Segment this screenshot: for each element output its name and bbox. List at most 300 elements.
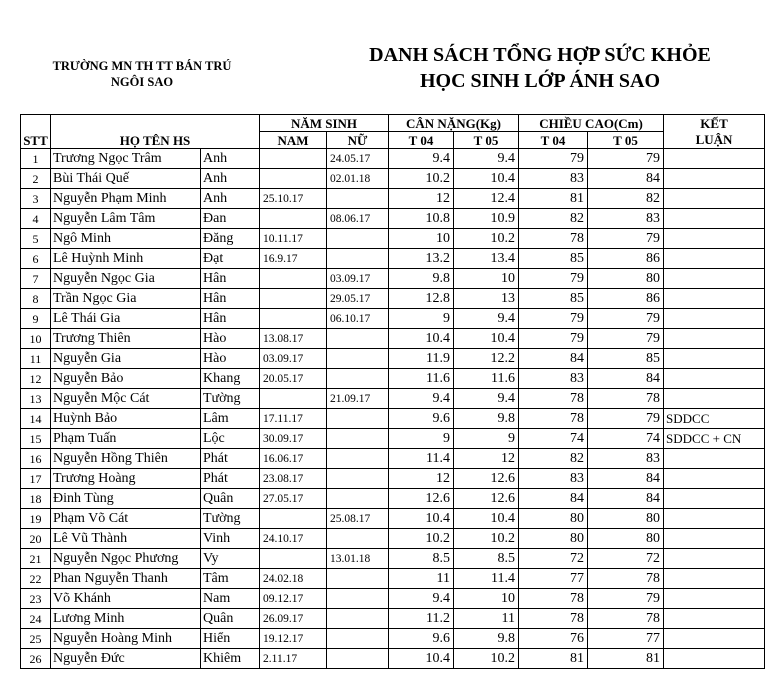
cell-weight-t04: 10.4 — [389, 329, 454, 349]
cell-height-t04: 81 — [519, 649, 588, 669]
cell-height-t04: 78 — [519, 409, 588, 429]
cell-stt: 3 — [21, 189, 51, 209]
document-title-line1: DANH SÁCH TỔNG HỢP SỨC KHỎE — [369, 44, 711, 66]
cell-birth-female: 02.01.18 — [327, 169, 389, 189]
cell-birth-male: 13.08.17 — [260, 329, 327, 349]
table-row — [21, 529, 765, 549]
cell-weight-t05: 12.6 — [454, 469, 519, 489]
cell-height-t04: 77 — [519, 569, 588, 589]
cell-weight-t04: 11.4 — [389, 449, 454, 469]
cell-name: Phạm Tuấn — [51, 429, 201, 449]
cell-given-name: Lâm — [201, 409, 260, 429]
cell-birth-male: 09.12.17 — [260, 589, 327, 609]
cell-stt: 25 — [21, 629, 51, 649]
cell-birth-female — [327, 449, 389, 469]
cell-conclusion — [664, 369, 765, 389]
cell-birth-male: 25.10.17 — [260, 189, 327, 209]
cell-birth-male — [260, 309, 327, 329]
cell-stt: 16 — [21, 449, 51, 469]
cell-name: Lê Huỳnh Minh — [51, 249, 201, 269]
cell-stt: 2 — [21, 169, 51, 189]
table-row — [21, 429, 765, 449]
cell-weight-t05: 8.5 — [454, 549, 519, 569]
cell-weight-t05: 13.4 — [454, 249, 519, 269]
cell-height-t05: 79 — [588, 589, 664, 609]
cell-name: Phan Nguyễn Thanh — [51, 569, 201, 589]
cell-conclusion — [664, 449, 765, 469]
document-title-line2: HỌC SINH LỚP ÁNH SAO — [419, 70, 661, 92]
cell-birth-male: 27.05.17 — [260, 489, 327, 509]
cell-conclusion — [664, 289, 765, 309]
cell-birth-female: 29.05.17 — [327, 289, 389, 309]
cell-weight-t04: 10.2 — [389, 529, 454, 549]
cell-given-name: Anh — [201, 149, 260, 169]
cell-height-t04: 74 — [519, 429, 588, 449]
cell-birth-male: 16.06.17 — [260, 449, 327, 469]
cell-height-t04: 85 — [519, 289, 588, 309]
cell-birth-male: 17.11.17 — [260, 409, 327, 429]
cell-height-t04: 80 — [519, 529, 588, 549]
table-row — [21, 329, 765, 349]
cell-birth-female — [327, 629, 389, 649]
cell-birth-female — [327, 249, 389, 269]
table-row — [21, 589, 765, 609]
cell-given-name: Phát — [201, 449, 260, 469]
cell-birth-male: 30.09.17 — [260, 429, 327, 449]
cell-conclusion — [664, 149, 765, 169]
cell-weight-t04: 9.4 — [389, 589, 454, 609]
col-female: NỮ — [327, 132, 389, 149]
table-row — [21, 289, 765, 309]
cell-name: Nguyễn Phạm Minh — [51, 189, 201, 209]
cell-height-t04: 83 — [519, 369, 588, 389]
cell-weight-t05: 10.2 — [454, 229, 519, 249]
cell-birth-male: 26.09.17 — [260, 609, 327, 629]
cell-height-t05: 79 — [588, 149, 664, 169]
document-title — [330, 42, 750, 94]
cell-height-t05: 79 — [588, 309, 664, 329]
cell-height-t04: 83 — [519, 469, 588, 489]
cell-weight-t04: 10 — [389, 229, 454, 249]
cell-birth-female — [327, 589, 389, 609]
cell-birth-male — [260, 169, 327, 189]
cell-conclusion — [664, 229, 765, 249]
cell-stt: 4 — [21, 209, 51, 229]
cell-birth-female — [327, 349, 389, 369]
cell-height-t05: 83 — [588, 209, 664, 229]
cell-given-name: Khang — [201, 369, 260, 389]
cell-height-t04: 85 — [519, 249, 588, 269]
cell-height-t05: 78 — [588, 569, 664, 589]
cell-weight-t04: 11.2 — [389, 609, 454, 629]
col-height: CHIỀU CAO(Cm) — [519, 115, 664, 132]
cell-weight-t04: 11.6 — [389, 369, 454, 389]
col-name: HỌ TÊN HS — [51, 115, 260, 149]
cell-name: Trương Thiên — [51, 329, 201, 349]
cell-birth-female — [327, 529, 389, 549]
cell-birth-male: 2.11.17 — [260, 649, 327, 669]
col-birth: NĂM SINH — [260, 115, 389, 132]
cell-given-name: Lộc — [201, 429, 260, 449]
cell-weight-t05: 9 — [454, 429, 519, 449]
cell-birth-female — [327, 329, 389, 349]
cell-stt: 9 — [21, 309, 51, 329]
cell-conclusion — [664, 489, 765, 509]
cell-weight-t04: 12 — [389, 469, 454, 489]
cell-weight-t04: 12.6 — [389, 489, 454, 509]
cell-stt: 11 — [21, 349, 51, 369]
cell-stt: 19 — [21, 509, 51, 529]
cell-stt: 20 — [21, 529, 51, 549]
col-weight-t05: T 05 — [454, 132, 519, 149]
table-row — [21, 349, 765, 369]
col-conclusion-bottom: LUẬN — [664, 132, 765, 149]
table-row — [21, 169, 765, 189]
cell-given-name: Anh — [201, 169, 260, 189]
cell-conclusion — [664, 649, 765, 669]
cell-name: Trương Ngọc Trâm — [51, 149, 201, 169]
cell-birth-female: 13.01.18 — [327, 549, 389, 569]
cell-stt: 18 — [21, 489, 51, 509]
cell-name: Bùi Thái Quế — [51, 169, 201, 189]
header-row-1 — [21, 115, 765, 132]
cell-birth-male — [260, 209, 327, 229]
cell-birth-female — [327, 189, 389, 209]
table-row — [21, 609, 765, 629]
cell-birth-male — [260, 549, 327, 569]
cell-given-name: Đạt — [201, 249, 260, 269]
cell-height-t05: 84 — [588, 169, 664, 189]
cell-given-name: Hào — [201, 349, 260, 369]
cell-weight-t04: 9 — [389, 429, 454, 449]
cell-height-t04: 80 — [519, 509, 588, 529]
cell-name: Nguyễn Hồng Thiên — [51, 449, 201, 469]
cell-name: Trương Hoàng — [51, 469, 201, 489]
cell-height-t05: 77 — [588, 629, 664, 649]
cell-conclusion — [664, 469, 765, 489]
cell-birth-female — [327, 489, 389, 509]
cell-stt: 14 — [21, 409, 51, 429]
cell-weight-t04: 9.4 — [389, 149, 454, 169]
cell-name: Nguyễn Đức — [51, 649, 201, 669]
cell-birth-female — [327, 229, 389, 249]
cell-stt: 10 — [21, 329, 51, 349]
cell-given-name: Vinh — [201, 529, 260, 549]
table-row — [21, 549, 765, 569]
cell-weight-t05: 13 — [454, 289, 519, 309]
table-row — [21, 649, 765, 669]
col-weight-t04: T 04 — [389, 132, 454, 149]
cell-weight-t04: 12 — [389, 189, 454, 209]
table-row — [21, 509, 765, 529]
cell-weight-t05: 12.4 — [454, 189, 519, 209]
cell-given-name: Tường — [201, 509, 260, 529]
cell-weight-t05: 10.2 — [454, 649, 519, 669]
cell-name: Nguyễn Ngọc Gia — [51, 269, 201, 289]
cell-given-name: Phát — [201, 469, 260, 489]
cell-weight-t04: 9.6 — [389, 409, 454, 429]
cell-stt: 12 — [21, 369, 51, 389]
cell-stt: 13 — [21, 389, 51, 409]
school-name-line1: TRƯỜNG MN TH TT BÁN TRÚ — [52, 59, 232, 73]
cell-birth-male: 03.09.17 — [260, 349, 327, 369]
cell-height-t04: 82 — [519, 449, 588, 469]
cell-given-name: Hân — [201, 269, 260, 289]
cell-weight-t04: 10.8 — [389, 209, 454, 229]
cell-weight-t04: 10.4 — [389, 649, 454, 669]
cell-conclusion — [664, 189, 765, 209]
school-name-line2: NGÔI SAO — [110, 75, 174, 89]
cell-birth-female: 25.08.17 — [327, 509, 389, 529]
cell-name: Trần Ngọc Gia — [51, 289, 201, 309]
cell-weight-t05: 10 — [454, 269, 519, 289]
cell-weight-t04: 13.2 — [389, 249, 454, 269]
cell-weight-t04: 12.8 — [389, 289, 454, 309]
cell-height-t05: 74 — [588, 429, 664, 449]
table-row — [21, 449, 765, 469]
cell-height-t05: 84 — [588, 469, 664, 489]
cell-weight-t04: 11.9 — [389, 349, 454, 369]
cell-given-name: Tâm — [201, 569, 260, 589]
cell-given-name: Đăng — [201, 229, 260, 249]
col-conclusion-top: KẾT — [664, 115, 765, 132]
cell-weight-t05: 9.8 — [454, 629, 519, 649]
cell-height-t05: 72 — [588, 549, 664, 569]
table-row — [21, 189, 765, 209]
cell-height-t05: 84 — [588, 369, 664, 389]
cell-birth-female: 03.09.17 — [327, 269, 389, 289]
cell-given-name: Quân — [201, 489, 260, 509]
table-row — [21, 409, 765, 429]
cell-birth-female — [327, 649, 389, 669]
cell-weight-t05: 9.4 — [454, 309, 519, 329]
table-row — [21, 469, 765, 489]
table-row — [21, 369, 765, 389]
cell-weight-t05: 9.4 — [454, 149, 519, 169]
cell-conclusion — [664, 329, 765, 349]
cell-name: Lê Thái Gia — [51, 309, 201, 329]
cell-height-t04: 82 — [519, 209, 588, 229]
cell-birth-female — [327, 469, 389, 489]
cell-weight-t04: 8.5 — [389, 549, 454, 569]
cell-height-t04: 81 — [519, 189, 588, 209]
cell-stt: 17 — [21, 469, 51, 489]
cell-birth-male: 10.11.17 — [260, 229, 327, 249]
cell-weight-t05: 12 — [454, 449, 519, 469]
cell-birth-male: 19.12.17 — [260, 629, 327, 649]
table-row — [21, 629, 765, 649]
cell-weight-t04: 9 — [389, 309, 454, 329]
cell-conclusion — [664, 529, 765, 549]
cell-height-t04: 83 — [519, 169, 588, 189]
cell-stt: 23 — [21, 589, 51, 609]
cell-height-t05: 86 — [588, 249, 664, 269]
cell-height-t05: 79 — [588, 329, 664, 349]
cell-height-t05: 80 — [588, 529, 664, 549]
table-row — [21, 209, 765, 229]
table-row — [21, 569, 765, 589]
cell-conclusion — [664, 249, 765, 269]
cell-conclusion — [664, 349, 765, 369]
cell-birth-male: 23.08.17 — [260, 469, 327, 489]
cell-birth-male — [260, 269, 327, 289]
cell-birth-male — [260, 509, 327, 529]
cell-given-name: Đan — [201, 209, 260, 229]
cell-conclusion — [664, 569, 765, 589]
cell-weight-t05: 10.9 — [454, 209, 519, 229]
cell-height-t05: 83 — [588, 449, 664, 469]
cell-height-t05: 86 — [588, 289, 664, 309]
table-row — [21, 309, 765, 329]
cell-height-t05: 80 — [588, 269, 664, 289]
cell-conclusion — [664, 309, 765, 329]
cell-given-name: Vy — [201, 549, 260, 569]
cell-conclusion — [664, 609, 765, 629]
school-name — [22, 58, 262, 90]
cell-name: Đinh Tùng — [51, 489, 201, 509]
cell-birth-female — [327, 609, 389, 629]
cell-height-t05: 78 — [588, 389, 664, 409]
cell-stt: 22 — [21, 569, 51, 589]
cell-weight-t04: 9.8 — [389, 269, 454, 289]
col-weight: CÂN NẶNG(Kg) — [389, 115, 519, 132]
cell-birth-female — [327, 409, 389, 429]
col-height-t05: T 05 — [588, 132, 664, 149]
cell-stt: 15 — [21, 429, 51, 449]
cell-given-name: Quân — [201, 609, 260, 629]
cell-name: Nguyễn Ngọc Phương — [51, 549, 201, 569]
cell-weight-t04: 9.6 — [389, 629, 454, 649]
cell-height-t04: 84 — [519, 349, 588, 369]
cell-height-t05: 81 — [588, 649, 664, 669]
cell-weight-t05: 9.8 — [454, 409, 519, 429]
cell-conclusion — [664, 509, 765, 529]
cell-weight-t05: 11 — [454, 609, 519, 629]
cell-weight-t05: 12.2 — [454, 349, 519, 369]
cell-stt: 26 — [21, 649, 51, 669]
cell-height-t04: 79 — [519, 269, 588, 289]
cell-conclusion — [664, 209, 765, 229]
cell-height-t04: 79 — [519, 309, 588, 329]
cell-given-name: Khiêm — [201, 649, 260, 669]
cell-height-t05: 78 — [588, 609, 664, 629]
cell-birth-male: 24.10.17 — [260, 529, 327, 549]
cell-stt: 1 — [21, 149, 51, 169]
cell-conclusion — [664, 589, 765, 609]
cell-conclusion — [664, 549, 765, 569]
cell-name: Nguyễn Hoàng Minh — [51, 629, 201, 649]
cell-weight-t05: 12.6 — [454, 489, 519, 509]
cell-height-t05: 82 — [588, 189, 664, 209]
cell-stt: 21 — [21, 549, 51, 569]
health-summary-table — [20, 114, 765, 669]
table-row — [21, 249, 765, 269]
cell-stt: 8 — [21, 289, 51, 309]
cell-weight-t05: 10.2 — [454, 529, 519, 549]
cell-height-t04: 78 — [519, 229, 588, 249]
cell-weight-t04: 9.4 — [389, 389, 454, 409]
cell-height-t05: 84 — [588, 489, 664, 509]
cell-height-t05: 85 — [588, 349, 664, 369]
cell-height-t04: 76 — [519, 629, 588, 649]
cell-height-t04: 78 — [519, 589, 588, 609]
cell-name: Lê Vũ Thành — [51, 529, 201, 549]
col-stt: STT — [21, 115, 51, 149]
cell-weight-t05: 11.6 — [454, 369, 519, 389]
cell-weight-t04: 11 — [389, 569, 454, 589]
cell-weight-t05: 10.4 — [454, 169, 519, 189]
col-height-t04: T 04 — [519, 132, 588, 149]
cell-conclusion — [664, 389, 765, 409]
cell-given-name: Tường — [201, 389, 260, 409]
table-row — [21, 269, 765, 289]
cell-conclusion: SDDCC — [664, 409, 765, 429]
cell-height-t04: 78 — [519, 609, 588, 629]
cell-stt: 6 — [21, 249, 51, 269]
cell-height-t05: 79 — [588, 409, 664, 429]
cell-weight-t04: 10.4 — [389, 509, 454, 529]
table-row — [21, 489, 765, 509]
cell-name: Phạm Võ Cát — [51, 509, 201, 529]
cell-given-name: Anh — [201, 189, 260, 209]
cell-name: Võ Khánh — [51, 589, 201, 609]
cell-weight-t05: 9.4 — [454, 389, 519, 409]
cell-height-t04: 72 — [519, 549, 588, 569]
cell-conclusion — [664, 629, 765, 649]
cell-name: Huỳnh Bảo — [51, 409, 201, 429]
cell-weight-t05: 10.4 — [454, 329, 519, 349]
cell-stt: 5 — [21, 229, 51, 249]
cell-birth-female — [327, 369, 389, 389]
cell-birth-male — [260, 149, 327, 169]
cell-name: Nguyễn Mộc Cát — [51, 389, 201, 409]
cell-stt: 7 — [21, 269, 51, 289]
cell-birth-female: 08.06.17 — [327, 209, 389, 229]
cell-birth-female — [327, 569, 389, 589]
table-row — [21, 229, 765, 249]
col-male: NAM — [260, 132, 327, 149]
cell-conclusion — [664, 269, 765, 289]
cell-birth-female: 06.10.17 — [327, 309, 389, 329]
cell-weight-t05: 10.4 — [454, 509, 519, 529]
cell-given-name: Hân — [201, 309, 260, 329]
cell-conclusion — [664, 169, 765, 189]
cell-birth-female — [327, 429, 389, 449]
cell-birth-female: 24.05.17 — [327, 149, 389, 169]
cell-weight-t05: 10 — [454, 589, 519, 609]
table-row — [21, 149, 765, 169]
cell-conclusion: SDDCC + CN — [664, 429, 765, 449]
cell-given-name: Hiển — [201, 629, 260, 649]
cell-name: Nguyễn Bảo — [51, 369, 201, 389]
cell-height-t04: 84 — [519, 489, 588, 509]
cell-height-t04: 78 — [519, 389, 588, 409]
cell-weight-t05: 11.4 — [454, 569, 519, 589]
cell-name: Nguyễn Gia — [51, 349, 201, 369]
cell-birth-male — [260, 389, 327, 409]
cell-name: Lương Minh — [51, 609, 201, 629]
cell-name: Ngô Minh — [51, 229, 201, 249]
cell-given-name: Hào — [201, 329, 260, 349]
cell-given-name: Hân — [201, 289, 260, 309]
cell-stt: 24 — [21, 609, 51, 629]
cell-height-t04: 79 — [519, 329, 588, 349]
cell-birth-male — [260, 289, 327, 309]
cell-given-name: Nam — [201, 589, 260, 609]
cell-height-t05: 80 — [588, 509, 664, 529]
cell-weight-t04: 10.2 — [389, 169, 454, 189]
cell-height-t05: 79 — [588, 229, 664, 249]
